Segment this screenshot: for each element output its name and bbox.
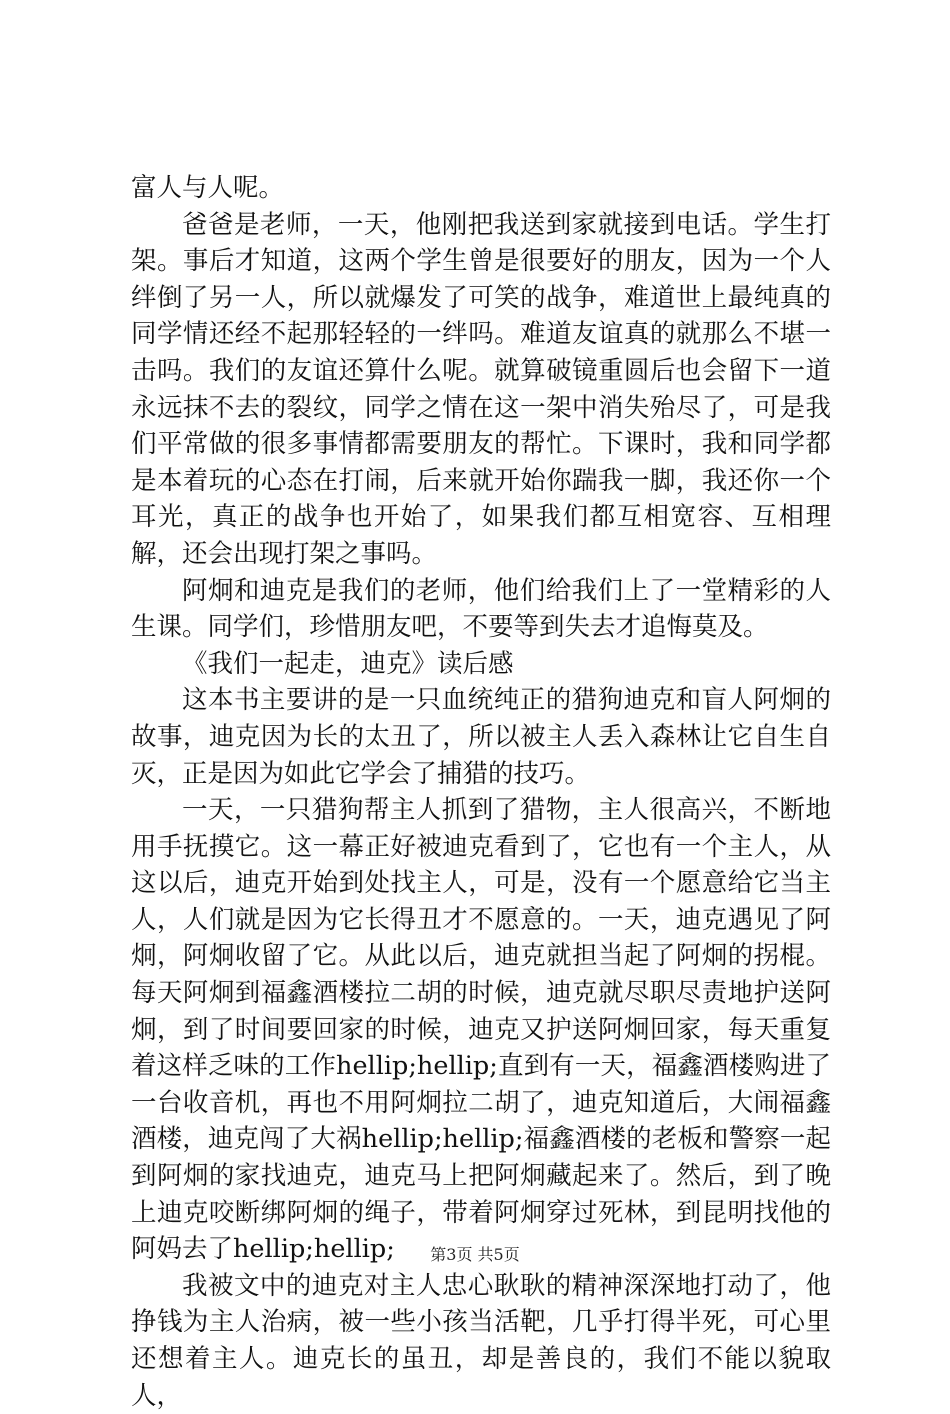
page-number: 第3页 共5页: [430, 1245, 520, 1264]
section-heading: 《我们一起走，迪克》读后感: [182, 648, 514, 679]
paragraph-3: 阿炯和迪克是我们的老师，他们给我们上了一堂精彩的人生课。同学们，珍惜朋友吧，不要等到失去才追悔莫及。: [131, 575, 831, 643]
page-footer: [0, 1245, 950, 1265]
paragraph-6: 一天，一只猎狗帮主人抓到了猎物，主人很高兴，不断地用手抚摸它。这一幕正好被迪克看到了，它也有一个主人，从这以后，迪克开始到处找主人，可是，没有一个愿意给它当主人，人们就是因为它长得丑才不愿意的。一天，迪克遇见了阿炯，阿炯收留了它。从此以后，迪克就担当起了阿炯的拐棍。每天阿炯到福鑫酒楼拉二胡的时候，迪克就尽职尽责地护送阿炯，到了时间要回家的时候，迪克又护送阿炯回家，每天重复着这样乏味的工作hellip;hellip;直到有一天，福鑫酒楼购进了一台收音机，再也不用阿炯拉二胡了，迪克知道后，大闹福鑫酒楼，迪克闯了大祸hellip;hellip;福鑫酒楼的老板和警察一起到阿炯的家找迪克，迪克马上把阿炯藏起来了。然后，到了晚上迪克咬断绑阿炯的绳子，带着阿炯穿过死林，到昆明找他的阿妈去了hellip;hellip;: [131, 795, 831, 1265]
paragraph-5: 这本书主要讲的是一只血统纯正的猎狗迪克和盲人阿炯的故事，迪克因为长的太丑了，所以被主人丢入森林让它自生自灭，正是因为如此它学会了捕猎的技巧。: [131, 685, 831, 789]
paragraph-1: 富人与人呢。: [131, 173, 285, 203]
paragraph-2: 爸爸是老师，一天，他刚把我送到家就接到电话。学生打架。事后才知道，这两个学生曾是很要好的朋友，因为一个人绊倒了另一人，所以就爆发了可笑的战争，难道世上最纯真的同学情还经不起那轻轻的一绊吗。难道友谊真的就那么不堪一击吗。我们的友谊还算什么呢。就算破镜重圆后也会留下一道永远抹不去的裂纹，同学之情在这一架中消失殆尽了，可是我们平常做的很多事情都需要朋友的帮忙。下课时，我和同学都是本着玩的心态在打闹，后来就开始你踹我一脚，我还你一个耳光，真正的战争也开始了，如果我们都互相宽容、互相理解，还会出现打架之事吗。: [131, 209, 831, 569]
paragraph-7: 我被文中的迪克对主人忠心耿耿的精神深深地打动了，他挣钱为主人治病，被一些小孩当活靶，几乎打得半死，可心里还想着主人。迪克长的虽丑，却是善良的，我们不能以貌取人，: [131, 1270, 831, 1411]
body-text: [131, 170, 831, 1414]
